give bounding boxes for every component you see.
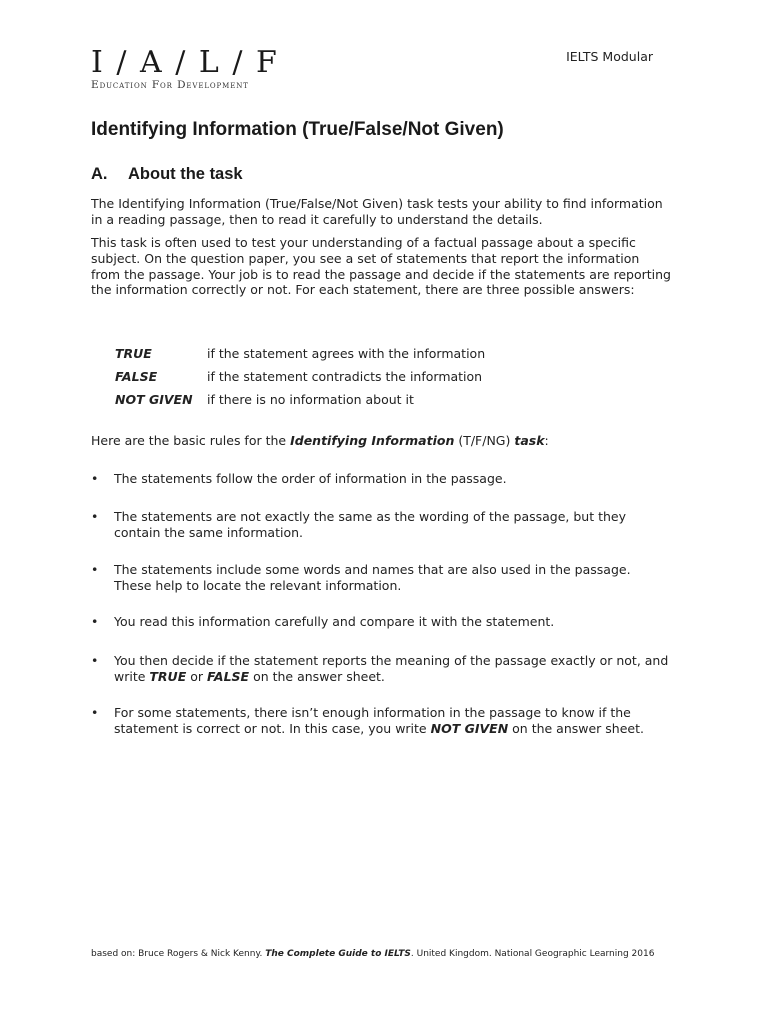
rule-text-part: on the answer sheet.	[249, 668, 385, 684]
rule-emphasis-false: FALSE	[206, 668, 250, 684]
rules-intro-text: (T/F/NG)	[454, 433, 515, 448]
answer-term: NOT GIVEN	[115, 392, 193, 407]
list-item	[91, 471, 507, 487]
rule-text-part: or	[186, 668, 207, 684]
header-course-label: IELTS Modular	[566, 49, 653, 64]
rules-intro-text: Here are the basic rules for the	[91, 433, 291, 448]
section-heading-text: About the task	[128, 165, 243, 183]
list-item	[91, 509, 671, 541]
list-item	[91, 705, 671, 737]
list-item	[91, 562, 671, 594]
section-letter: A.	[91, 165, 108, 183]
answer-term: FALSE	[115, 369, 158, 384]
rule-text-part: You then decide if the statement reports the meaning of the passage exactly or not, and write	[114, 653, 669, 684]
logo-wordmark: I / A / L / F	[91, 45, 279, 80]
citation-book-title: The Complete Guide to IELTS	[265, 949, 411, 959]
bullet-icon: •	[91, 705, 99, 720]
rule-text: The statements are not exactly the same as the wording of the passage, but they contain the same information.	[114, 509, 627, 540]
logo-tagline: Education For Development	[91, 79, 249, 91]
citation-text: based on: Bruce Rogers & Nick Kenny.	[91, 949, 266, 959]
answer-description: if there is no information about it	[207, 392, 414, 407]
answer-description: if the statement contradicts the information	[207, 369, 483, 384]
rules-intro-emphasis: Identifying Information	[290, 433, 455, 448]
answer-option-true	[115, 342, 485, 365]
source-citation	[91, 948, 671, 960]
rule-text	[114, 705, 644, 736]
section-heading	[91, 165, 243, 184]
task-description-paragraph: This task is often used to test your understanding of a factual passage about a specific subject. On the question paper, you see a set of statements that report the information from the passage. Your job is to read the passage and decide if the statements are reporting the information correctly or not. For each statement, there are three possible answers:	[91, 235, 671, 298]
answer-term: TRUE	[115, 346, 152, 361]
rule-text: The statements follow the order of information in the passage.	[114, 471, 507, 486]
bullet-icon: •	[91, 614, 99, 629]
bullet-icon: •	[91, 653, 99, 668]
page-title: Identifying Information (True/False/Not Given)	[91, 119, 504, 140]
rule-text: The statements include some words and names that are also used in the passage. These help to locate the relevant information.	[114, 562, 631, 593]
bullet-icon: •	[91, 509, 99, 524]
list-item	[91, 653, 671, 685]
rules-intro-text: :	[544, 433, 549, 448]
rule-emphasis-true: TRUE	[149, 668, 187, 684]
answer-option-not-given	[115, 388, 485, 411]
rule-text-part: on the answer sheet.	[508, 720, 644, 736]
citation-text: . United Kingdom. National Geographic Learning 2016	[410, 949, 655, 959]
answer-options	[115, 342, 485, 411]
list-item	[91, 614, 554, 630]
rules-intro	[91, 433, 549, 448]
answer-option-false	[115, 365, 485, 388]
rules-intro-emphasis: task	[514, 433, 545, 448]
bullet-icon: •	[91, 471, 99, 486]
rule-emphasis-not-given: NOT GIVEN	[430, 720, 509, 736]
rule-text	[114, 653, 668, 684]
bullet-icon: •	[91, 562, 99, 577]
ialf-logo	[91, 46, 279, 91]
rule-text: You read this information carefully and compare it with the statement.	[114, 614, 555, 629]
intro-paragraph: The Identifying Information (True/False/Not Given) task tests your ability to find information in a reading passage, then to read it carefully to understand the details.	[91, 196, 663, 227]
rule-text-part: For some statements, there isn’t enough information in the passage to know if the statement is correct or not. In this case, you write	[114, 705, 631, 736]
answer-description: if the statement agrees with the information	[207, 346, 486, 361]
